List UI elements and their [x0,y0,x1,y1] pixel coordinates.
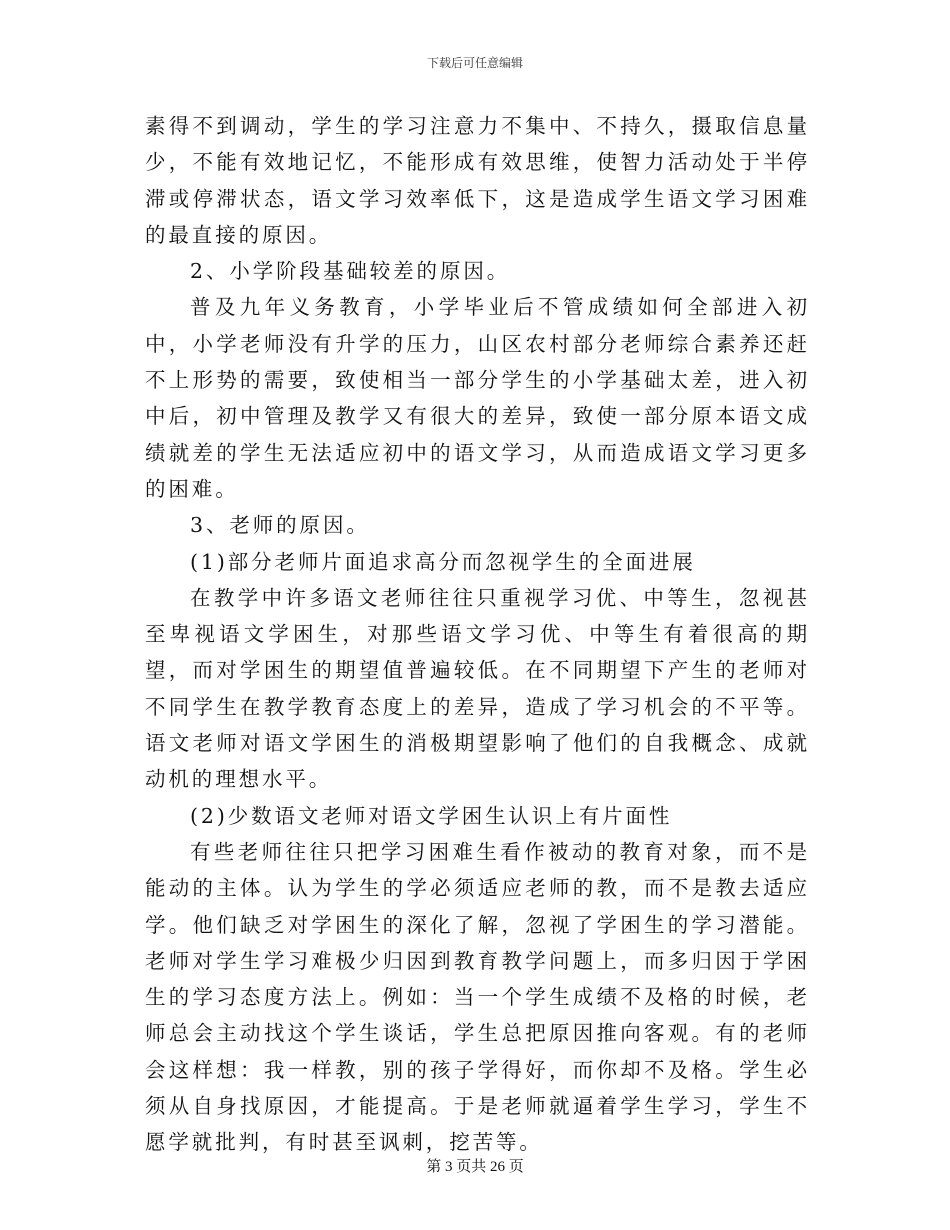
section-heading: 3、老师的原因。 [190,513,370,538]
paragraph: 素得不到调动，学生的学习注意力不集中、不持久，摄取信息量少，不能有效地记忆，不能形成有效思维，使智力活动处于半停滞或停滞状态，语文学习效率低下，这是造成学生语文学习困难的最直接的原因。 [145,114,810,247]
page-footer: 第 3 页共 26 页 [426,1159,524,1175]
subsection-heading: (1)部分老师片面追求高分而忽视学生的全面进展 [190,549,696,574]
subsection-heading: (2)少数语文老师对语文学困生认识上有片面性 [190,803,673,828]
paragraph: 普及九年义务教育，小学毕业后不管成绩如何全部进入初中，小学老师没有升学的压力，山区农村部分老师综合素养还赶不上形势的需要，致使相当一部分学生的小学基础太差，进入初中后，初中管理及教学又有很大的差异，致使一部分原本语文成绩就差的学生无法适应初中的语文学习，从而造成语文学习更多的困难。 [145,295,810,501]
page-header: 下载后可任意编辑 [426,56,523,70]
section-heading: 2、小学阶段基础较差的原因。 [190,259,511,284]
paragraph: 在教学中许多语文老师往往只重视学习优、中等生，忽视甚至卑视语文学困生，对那些语文学习优、中等生有着很高的期望，而对学困生的期望值普遍较低。在不同期望下产生的老师对不同学生在教学教育态度上的差异，造成了学习机会的不平等。语文老师对语文学困生的消极期望影响了他们的自我概念、成就动机的理想水平。 [145,585,810,792]
paragraph: 有些老师往往只把学习困难生看作被动的教育对象，而不是能动的主体。认为学生的学必须适应老师的教，而不是教去适应学。他们缺乏对学困生的深化了解，忽视了学困生的学习潜能。老师对学生学习难极少归因到教育教学问题上，而多归因于学困生的学习态度方法上。例如：当一个学生成绩不及格的时候，老师总会主动找这个学生谈话，学生总把原因推向客观。有的老师会这样想：我一样教，别的孩子学得好，而你却不及格。学生必须从自身找原因，才能提高。于是老师就逼着学生学习，学生不愿学就批判，有时甚至讽刺，挖苦等。 [145,839,810,1155]
document-body [145,108,810,1161]
